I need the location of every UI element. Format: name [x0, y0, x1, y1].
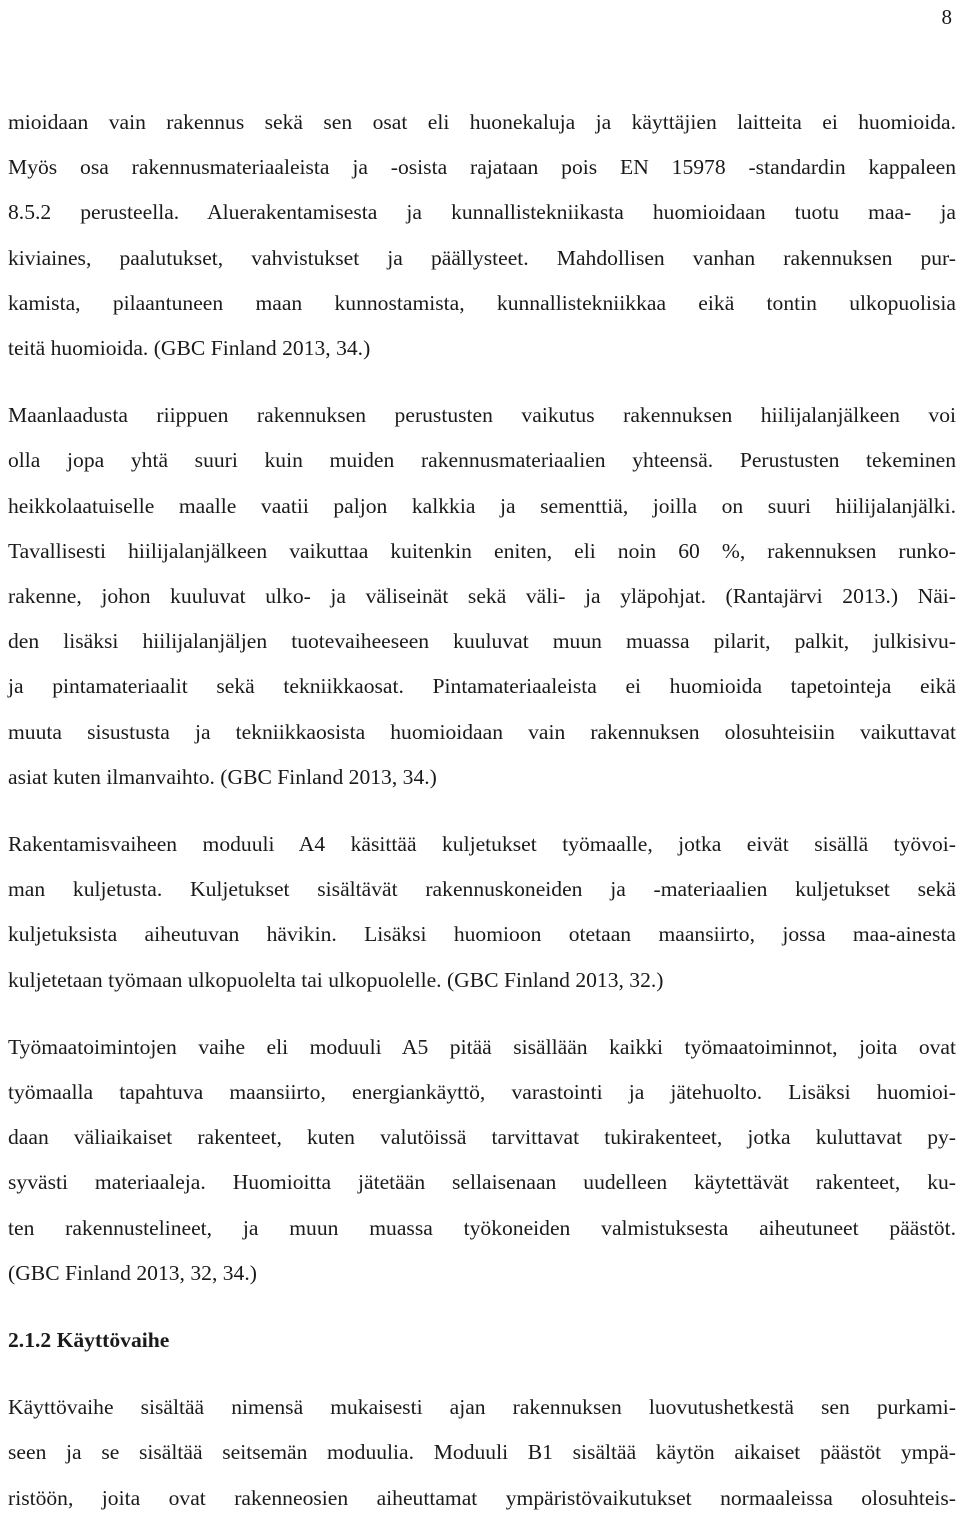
paragraph-scope	[8, 100, 956, 371]
text-line: (GBC Finland 2013, 32, 34.)	[8, 1260, 257, 1285]
text-line: rakenne, johon kuuluvat ulko- ja väliseinät sekä väli- ja yläpohjat. (Rantajärvi 2013.) Näi-	[8, 584, 956, 609]
text-line: 8.5.2 perusteella. Aluerakentamisesta ja kunnallistekniikasta huomioidaan tuotu maa- ja	[8, 200, 956, 225]
text-line: Työmaatoimintojen vaihe eli moduuli A5 pitää sisällään kaikki työmaatoiminnot, joita ovat	[8, 1034, 956, 1059]
text-line: työmaalla tapahtuva maansiirto, energiankäyttö, varastointi ja jätehuolto. Lisäksi huomioi-	[8, 1080, 956, 1105]
text-line: kiviaines, paalutukset, vahvistukset ja päällysteet. Mahdollisen vanhan rakennuksen pur-	[8, 245, 956, 270]
paragraph-foundations	[8, 393, 956, 800]
page-number: 8	[941, 5, 952, 29]
text-line: Maanlaadusta riippuen rakennuksen perustusten vaikutus rakennuksen hiilijalanjälkeen voi	[8, 403, 956, 428]
text-line: den lisäksi hiilijalanjäljen tuotevaiheeseen kuuluvat muun muassa pilarit, palkit, julkisivu-	[8, 629, 956, 654]
text-line: mioidaan vain rakennus sekä sen osat eli huonekaluja ja käyttäjien laitteita ei huomioida.	[8, 110, 956, 134]
text-line: muuta sisustusta ja tekniikkaosista huomioidaan vain rakennuksen olosuhteisiin vaikuttavat	[8, 719, 956, 744]
text-line: ristöön, joita ovat rakenneosien aiheuttamat ympäristövaikutukset normaaleissa olosuhteis-	[8, 1485, 956, 1510]
text-line: kamista, pilaantuneen maan kunnostamista, kunnallistekniikkaa eikä tontin ulkopuolisia	[8, 290, 956, 315]
text-line: heikkolaatuiselle maalle vaatii paljon kalkkia ja sementtiä, joilla on suuri hiilijalanjälki.	[8, 493, 956, 518]
text-line: ten rakennustelineet, ja muun muassa työkoneiden valmistuksesta aiheutuneet päästöt.	[8, 1215, 956, 1240]
section-heading: 2.1.2 Käyttövaihe	[8, 1328, 170, 1353]
text-line: olla jopa yhtä suuri kuin muiden rakennusmateriaalien yhteensä. Perustusten tekeminen	[8, 448, 956, 473]
paragraph-module-a5	[8, 1025, 956, 1296]
paragraph-use-stage	[8, 1385, 956, 1521]
text-line: man kuljetusta. Kuljetukset sisältävät rakennuskoneiden ja -materiaalien kuljetukset sekä	[8, 877, 956, 902]
paragraph-module-a4	[8, 822, 956, 1003]
text-line: syvästi materiaaleja. Huomioitta jätetään sellaisenaan uudelleen käytettävät rakenteet, ku-	[8, 1170, 956, 1195]
text-line: kuljetetaan työmaan ulkopuolelta tai ulkopuolelle. (GBC Finland 2013, 32.)	[8, 967, 664, 992]
text-line: Rakentamisvaiheen moduuli A4 käsittää kuljetukset työmaalle, jotka eivät sisällä työvoi-	[8, 832, 956, 857]
document-body	[8, 100, 956, 1521]
text-line: asiat kuten ilmanvaihto. (GBC Finland 2013, 34.)	[8, 764, 437, 789]
text-line: kuljetuksista aiheutuvan hävikin. Lisäksi huomioon otetaan maansiirto, jossa maa-ainesta	[8, 922, 956, 947]
text-line: Tavallisesti hiilijalanjälkeen vaikuttaa kuitenkin eniten, eli noin 60 %, rakennuksen runko-	[8, 538, 956, 563]
text-line: teitä huomioida. (GBC Finland 2013, 34.)	[8, 336, 371, 361]
text-line: daan väliaikaiset rakenteet, kuten valutöissä tarvittavat tukirakenteet, jotka kuluttavat py-	[8, 1125, 956, 1150]
text-line: Myös osa rakennusmateriaaleista ja -osista rajataan pois EN 15978 -standardin kappaleen	[8, 155, 956, 180]
text-line: ja pintamateriaalit sekä tekniikkaosat. Pintamateriaaleista ei huomioida tapetointeja eikä	[8, 674, 956, 699]
text-line: seen ja se sisältää seitsemän moduulia. Moduuli B1 sisältää käytön aikaiset päästöt ympä-	[8, 1440, 956, 1465]
text-line: Käyttövaihe sisältää nimensä mukaisesti ajan rakennuksen luovutushetkestä sen purkami-	[8, 1395, 956, 1420]
